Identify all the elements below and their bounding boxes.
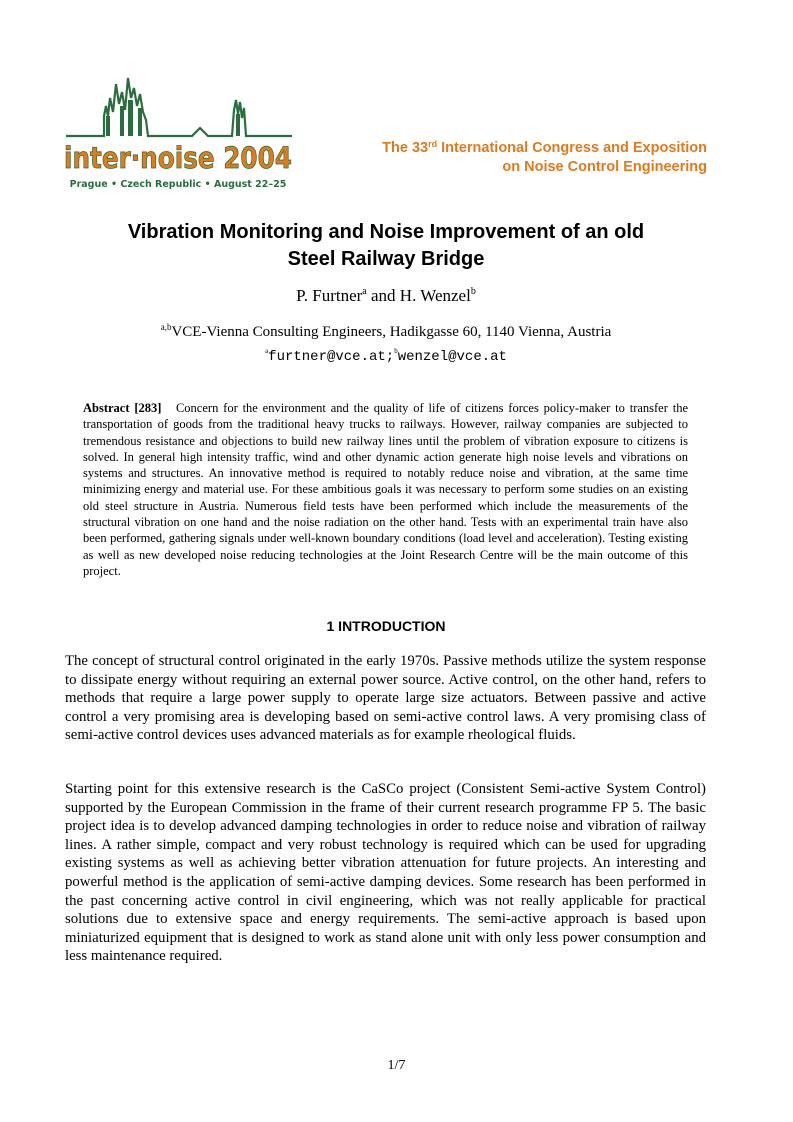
congress-header — [382, 139, 707, 177]
email-2[interactable]: wenzel@vce.at — [397, 349, 507, 365]
author-2: H. Wenzel — [399, 286, 471, 305]
logo-tagline: Prague • Czech Republic • August 22–25 — [69, 179, 287, 190]
paper-title: Vibration Monitoring and Noise Improvement of an old Steel Railway Bridge — [127, 221, 645, 270]
congress-line-1: The 33rd International Congress and Exposition — [382, 139, 707, 156]
prague-skyline-icon — [66, 78, 292, 136]
abstract — [83, 400, 688, 579]
section-heading-introduction: 1 INTRODUCTION — [326, 618, 446, 634]
email-1[interactable]: furtner@vce.at; — [268, 349, 395, 365]
author-line: P. Furtner$^a$ and H. Wenzel$^b$ — [296, 286, 476, 305]
affiliation: $^{a,b}$VCE-Vienna Consulting Engineers, Hadikgasse 60, 1140 Vienna, Austria — [160, 322, 612, 340]
logo-wordmark: inter·noise 2004 — [64, 141, 292, 175]
abstract-text: Concern for the environment and the quality of life of citizens forces policy-maker to transfer the transportation of goods from the traditional heavy trucks to railways. However, railway companies are subjected to tremendous resistance and objections to build new railway lines until the problem of vibration exposure to citizens is solved. In general high intensity traffic, wind and other dynamic action generate high noise levels and vibrations on systems and structures. An innovative method is required to notably reduce noise and vibration, at the same time minimizing energy and material use. For these ambitious goals it was necessary to perform some studies on an existing old steel structure in Austria. Numerous field tests have been performed which include the measurements of the structural vibration on one hand and the noise radiation on the other hand. Tests with an experimental train have also been performed, gathering signals under well-known boundary conditions (load level and acceleration). Testing existing as well as new developed noise reducing technologies at the Joint Research Centre will be the main outcome of this project. — [83, 401, 689, 578]
author-emails: $^a$furtner@vce.at;$^b$wenzel@vce.at — [265, 347, 507, 365]
congress-line-2: on Noise Control Engineering — [502, 159, 707, 175]
body-paragraph-2: Starting point for this extensive research is the CaSCo project (Consistent Semi-active System Control) supported by the European Commission in the frame of their current research programme FP 5. The basic project idea is to develop advanced damping technologies in order to reduce noise and vibration of railway lines. A rather simple, compact and very robust technology is required which can be used for upgrading existing systems as well as achieving better vibration attenuation for future projects. An interesting and powerful method is the application of semi-active damping devices. Some research has been performed in the past concerning active control in civil engineering, which was not really applicable for practical solutions due to extensive space and energy requirements. The semi-active approach is based upon miniaturized equipment that is designed to work as stand alone unit with only less power consumption and less maintenance required. — [65, 781, 706, 965]
page-number: 1/7 — [387, 1058, 406, 1073]
body-paragraph-1: The concept of structural control originated in the early 1970s. Passive methods utilize the system response to dissipate energy without requiring an external power source. Active control, on the other hand, refers to methods that require a large power supply to operate large size actuators. Between passive and active control a very promising area is developing based on semi-active control laws. A very promising class of semi-active control devices uses advanced materials as for example rheological fluids. — [65, 653, 706, 744]
author-1: P. Furtner — [296, 286, 363, 305]
conference-logo — [62, 70, 294, 192]
abstract-label: Abstract [283] — [83, 401, 162, 415]
